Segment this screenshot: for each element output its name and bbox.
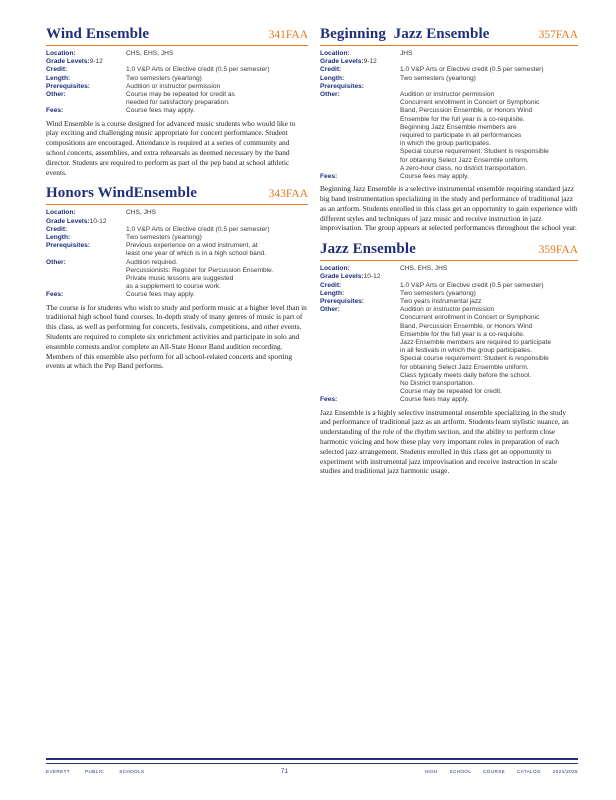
course-header bbox=[320, 26, 578, 46]
other-value bbox=[400, 306, 578, 396]
credit-value: 1.0 V&P Arts or Elective credit (0.5 per semester) bbox=[400, 66, 544, 74]
credit-label: Credit: bbox=[46, 225, 68, 233]
left-column bbox=[46, 26, 308, 379]
credit-label: Credit: bbox=[46, 66, 68, 74]
prereq-row bbox=[320, 83, 578, 91]
other-label: Other: bbox=[320, 306, 340, 314]
other-line: Audition or instructor permission bbox=[400, 306, 495, 314]
other-row bbox=[46, 259, 308, 292]
other-label: Other: bbox=[46, 258, 66, 266]
fees-label: Fees: bbox=[46, 291, 64, 299]
other-line: Class typically meets daily before the school. bbox=[400, 371, 532, 379]
course-header bbox=[320, 241, 578, 261]
length-value: Two semesters (yearlong) bbox=[126, 234, 202, 242]
location-value: CHS, JHS bbox=[126, 209, 157, 217]
prereq-value: Two years instrumental jazz bbox=[400, 298, 482, 306]
prereq-row bbox=[46, 83, 308, 91]
grades-label: Grade Levels:9-12 bbox=[46, 58, 103, 66]
course-description: The course is for students who wish to study and perform music at a higher level than in traditional high school band courses. In-depth study of many genres of music is part of this class, as well as performing for concerts, festivals, competitions, and other events. Students are required to complete six enrichment activities and participate in solo and ensemble contests and/or complete an All-State Honor Band audition recording. Members of this ensemble also perform for all school-related concerts and sporting events at which the Pep Band performs. bbox=[46, 302, 307, 371]
fees-value: Course fees may apply. bbox=[126, 291, 195, 299]
other-line: Course may be repeated for credit. bbox=[400, 388, 502, 396]
course-code: 341FAA bbox=[268, 29, 308, 41]
grades-label: Grade Levels:10-12 bbox=[46, 217, 107, 225]
length-value: Two semesters (yearlong) bbox=[400, 289, 476, 297]
page-number: 71 bbox=[280, 769, 289, 775]
course-title: Beginning Jazz Ensemble bbox=[320, 26, 490, 42]
page-footer bbox=[46, 758, 578, 775]
other-row bbox=[320, 91, 578, 173]
credit-label: Credit: bbox=[320, 281, 342, 289]
grades-row bbox=[320, 58, 578, 66]
grades-row bbox=[320, 273, 578, 281]
other-line: in all festivals in which the group participates. bbox=[400, 347, 532, 355]
location-label: Location: bbox=[320, 50, 350, 57]
course-title: Honors WindEnsemble bbox=[46, 185, 197, 202]
grades-value: 10-12 bbox=[89, 217, 107, 225]
location-row bbox=[320, 50, 578, 58]
other-label: Other: bbox=[46, 91, 66, 99]
length-label: Length: bbox=[46, 74, 71, 82]
fees-value: Course fees may apply. bbox=[400, 396, 469, 404]
other-line: Private music lessons are suggested bbox=[126, 275, 234, 283]
other-value bbox=[126, 259, 308, 292]
footer-school: EVERETT PUBLIC SCHOOLS bbox=[46, 769, 145, 774]
location-label: Location: bbox=[320, 265, 350, 273]
fees-row bbox=[46, 107, 308, 115]
other-line: No District transportation. bbox=[400, 380, 475, 388]
grades-row bbox=[46, 218, 308, 226]
grades-label: Grade Levels:10-12 bbox=[320, 273, 381, 281]
prereq-label: Prerequisites: bbox=[46, 82, 90, 90]
credit-row bbox=[46, 66, 308, 74]
other-line: Course may be repeated for credit as bbox=[126, 91, 235, 99]
length-label: Length: bbox=[320, 74, 345, 82]
grades-value: 9-12 bbox=[89, 58, 103, 66]
right-column bbox=[320, 26, 578, 484]
other-line: A zero-hour class, no district transportation. bbox=[400, 164, 527, 172]
fees-value: Course fees may apply. bbox=[126, 107, 195, 115]
grades-value: 9-12 bbox=[363, 58, 377, 66]
other-line: needed for satisfactory preparation. bbox=[126, 99, 230, 107]
other-line: Audition or instructor permission bbox=[400, 91, 495, 99]
course-description: Beginning Jazz Ensemble is a selective instrumental ensemble requiring standard jazz big band instrumentation specializing in the study and performance of traditional jazz as an artform. Students enrolled in this class get an opportunity to gain experience with different styles and techniques of jazz music and receive instruction in jazz improvisation. The group appears at selected performances throughout the school year. bbox=[320, 184, 578, 233]
fees-label: Fees: bbox=[46, 107, 64, 115]
fees-label: Fees: bbox=[320, 396, 338, 404]
location-value: CHS, EHS, JHS bbox=[400, 265, 448, 273]
length-value: Two semesters (yearlong) bbox=[126, 74, 202, 82]
course-header bbox=[46, 185, 308, 205]
location-value: CHS, EHS, JHS bbox=[126, 50, 174, 57]
other-line: Percussionists: Register for Percussion Ensemble. bbox=[126, 266, 274, 274]
course-title: Wind Ensemble bbox=[46, 26, 150, 42]
other-line: in which the group participates. bbox=[400, 140, 491, 148]
other-line: Ensemble for the full year is a co-requisite. bbox=[400, 330, 525, 338]
fees-row bbox=[46, 291, 308, 299]
prereq-value bbox=[126, 242, 308, 258]
prereq-line: Previous experience on a wind instrument, at bbox=[126, 242, 258, 250]
location-row bbox=[46, 209, 308, 217]
course-title: Jazz Ensemble bbox=[320, 241, 416, 258]
prereq-row bbox=[320, 298, 578, 306]
grades-row bbox=[46, 58, 308, 66]
other-line: Ensemble for the full year is a co-requisite. bbox=[400, 115, 525, 123]
prereq-label: Prerequisites: bbox=[320, 82, 364, 90]
length-row bbox=[320, 290, 578, 298]
location-value: JHS bbox=[400, 50, 413, 57]
credit-value: 1.0 V&P Arts or Elective credit (0.5 per semester) bbox=[126, 225, 270, 233]
fees-value: Course fees may apply. bbox=[400, 173, 469, 181]
footer-catalog: HIGH SCHOOL COURSE CATALOG 2024/2025 bbox=[424, 769, 578, 774]
course-header bbox=[46, 26, 308, 46]
course-honors-wind-ensemble bbox=[46, 185, 308, 371]
course-description: Wind Ensemble is a course designed for advanced music students who would like to play exciting and challenging music appropriate for concert performance. Student compositions are encouraged. Attendance is required at a series of community and school concerts, assemblies, and extra rehearsals as deemed necessary by the band director. Students are required to perform as part of the pep band at school athletic events. bbox=[46, 118, 296, 177]
grades-label: Grade Levels:9-12 bbox=[320, 58, 377, 66]
course-description: Jazz Ensemble is a highly selective instrumental ensemble specializing in the study and performance of traditional jazz as an artform. Students learn stylistic nuance, an understanding of the role of the rhythm section, and the ability to perform close harmonic voicing and how these play very important roles in preparation of each selected jazz arrangement. Students enrolled in this class get an opportunity to experiment with instrumental jazz improvisation and receive instruction in scale studies and traditional jazz harmonic usage. bbox=[320, 407, 569, 476]
fees-row bbox=[320, 173, 578, 181]
prereq-label: Prerequisites: bbox=[46, 242, 90, 250]
other-line: Jazz Ensemble members are required to participate bbox=[400, 339, 551, 347]
other-line: Concurrent enrollment in Concert or Symphonic bbox=[400, 314, 540, 322]
prereq-value: Audition or instructor permission bbox=[126, 82, 221, 90]
other-line: Audition required. bbox=[126, 258, 178, 266]
other-line: as a supplement to course work. bbox=[126, 283, 221, 291]
prereq-value bbox=[400, 83, 578, 91]
prereq-label: Prerequisites: bbox=[320, 298, 364, 306]
other-line: for obtaining Select Jazz Ensemble uniform. bbox=[400, 156, 529, 164]
other-value bbox=[126, 91, 308, 107]
grades-value: 10-12 bbox=[363, 273, 381, 281]
length-label: Length: bbox=[46, 234, 71, 242]
other-line: Special course requirement: Student is responsible bbox=[400, 148, 549, 156]
credit-row bbox=[320, 282, 578, 290]
length-row bbox=[320, 75, 578, 83]
credit-value: 1.0 V&P Arts or Elective credit (0.5 per semester) bbox=[400, 281, 544, 289]
prereq-row bbox=[46, 242, 308, 258]
course-code: 359FAA bbox=[538, 244, 578, 257]
other-label: Other: bbox=[320, 91, 340, 99]
fees-row bbox=[320, 396, 578, 404]
credit-value: 1.0 V&P Arts or Elective credit (0.5 per semester) bbox=[126, 66, 270, 74]
other-row bbox=[46, 91, 308, 107]
length-row bbox=[46, 75, 308, 83]
course-beginning-jazz-ensemble bbox=[320, 26, 578, 233]
other-line: Beginning Jazz Ensemble members are bbox=[400, 123, 517, 131]
location-label: Location: bbox=[46, 209, 76, 217]
other-line: Special course requirement: Student is responsible bbox=[400, 355, 549, 363]
other-value bbox=[400, 91, 578, 173]
other-line: for obtaining Select Jazz Ensemble uniform. bbox=[400, 363, 529, 371]
credit-row bbox=[320, 66, 578, 74]
other-line: required to participate in all performances bbox=[400, 132, 522, 140]
location-label: Location: bbox=[46, 50, 76, 57]
prereq-line: least one year of which is in a high school band. bbox=[126, 250, 267, 258]
length-value: Two semesters (yearlong) bbox=[400, 74, 476, 82]
course-code: 357FAA bbox=[538, 29, 578, 41]
length-label: Length: bbox=[320, 289, 345, 297]
course-wind-ensemble bbox=[46, 26, 308, 177]
other-line: Band, Percussion Ensemble, or Honors Wind bbox=[400, 107, 533, 115]
other-line: Band, Percussion Ensemble, or Honors Wind bbox=[400, 322, 533, 330]
course-code: 343FAA bbox=[268, 188, 308, 201]
footer-text-row bbox=[46, 769, 578, 775]
footer-rule bbox=[46, 758, 578, 760]
length-row bbox=[46, 234, 308, 242]
location-row bbox=[46, 50, 308, 58]
other-row bbox=[320, 306, 578, 396]
credit-label: Credit: bbox=[320, 66, 342, 74]
fees-label: Fees: bbox=[320, 173, 338, 181]
footer-rule bbox=[46, 763, 578, 764]
credit-row bbox=[46, 226, 308, 234]
course-jazz-ensemble bbox=[320, 241, 578, 476]
location-row bbox=[320, 265, 578, 273]
other-line: Concurrent enrollment in Concert or Symphonic bbox=[400, 99, 540, 107]
